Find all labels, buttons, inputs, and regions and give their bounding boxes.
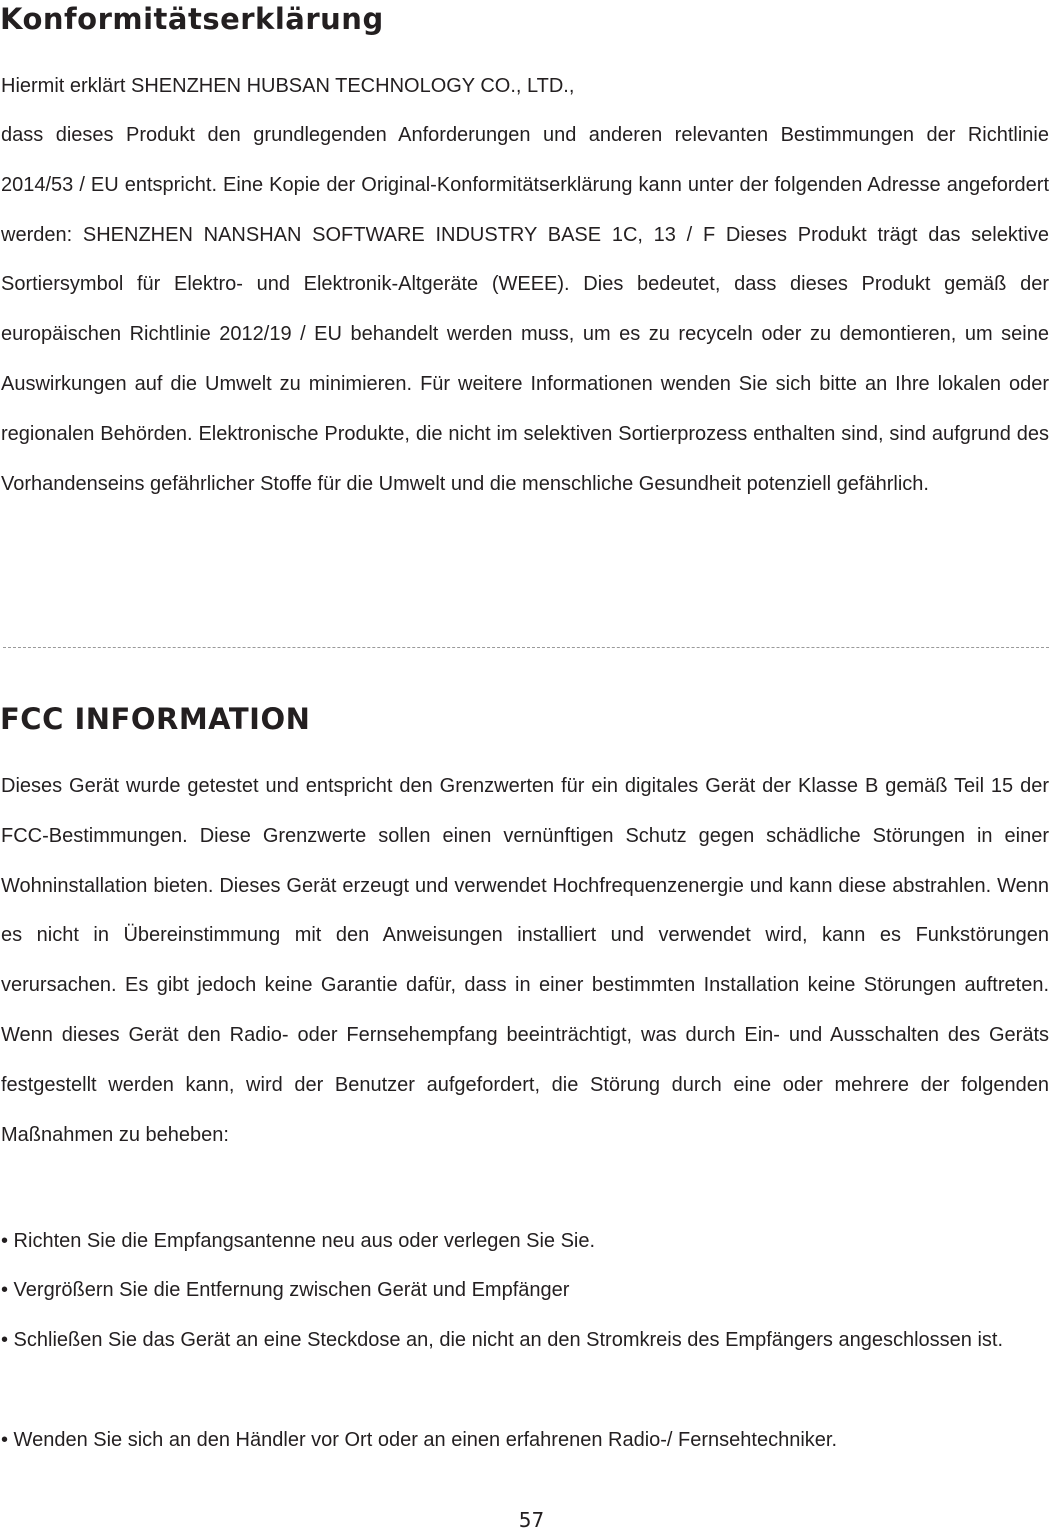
- conformity-intro: Hiermit erklärt SHENZHEN HUBSAN TECHNOLOGY CO., LTD.,: [1, 75, 575, 97]
- conformity-body: dass dieses Produkt den grundlegenden Anforderungen und anderen relevanten Bestimmungen der Richtlinie 2014/53 / EU entspricht. Eine Kopie der Original-Konformitätserklärung kann unter der folgenden Adresse angefordert werden: SHENZHEN NANSHAN SOFTWARE INDUSTRY BASE 1C, 13 / F Dieses Produkt trägt das selektive Sortiersymbol für Elektro- und Elektronik-Altgeräte (WEEE). Dies bedeutet, dass dieses Produkt gemäß der europäischen Richtlinie 2012/19 / EU behandelt werden muss, um es zu recyceln oder zu demontieren, um seine Auswirkungen auf die Umwelt zu minimieren. Für weitere Informationen wenden Sie sich bitte an Ihre lokalen oder regionalen Behörden. Elektronische Produkte, die nicht im selektiven Sortierprozess enthalten sind, sind aufgrund des Vorhandenseins gefährlicher Stoffe für die Umwelt und die menschliche Gesundheit potenziell gefährlich.: [1, 124, 1049, 495]
- conformity-title: Konformitätserklärung: [0, 2, 384, 36]
- fcc-bullet-dealer: • Wenden Sie sich an den Händler vor Ort oder an einen erfahrenen Radio-/ Fernsehtechniker.: [1, 1429, 838, 1451]
- fcc-title: FCC INFORMATION: [0, 702, 311, 736]
- section-divider: [3, 647, 1049, 648]
- fcc-body: Dieses Gerät wurde getestet und entspricht den Grenzwerten für ein digitales Gerät der Klasse B gemäß Teil 15 der FCC-Bestimmungen. Diese Grenzwerte sollen einen vernünftigen Schutz gegen schädliche Störungen in einer Wohninstallation bieten. Dieses Gerät erzeugt und verwendet Hochfrequenzenergie und kann diese abstrahlen. Wenn es nicht in Übereinstimmung mit den Anweisungen installiert und verwendet wird, kann es Funkstörungen verursachen. Es gibt jedoch keine Garantie dafür, dass in einer bestimmten Installation keine Störungen auftreten. Wenn dieses Gerät den Radio- oder Fernsehempfang beeinträchtigt, was durch Ein- und Ausschalten des Geräts festgestellt werden kann, wird der Benutzer aufgefordert, die Störung durch eine oder mehrere der folgenden Maßnahmen zu beheben:: [1, 775, 1049, 1146]
- fcc-bullet-distance: • Vergrößern Sie die Entfernung zwischen Gerät und Empfänger: [1, 1279, 570, 1301]
- page-number: 57: [518, 1508, 545, 1532]
- fcc-bullet-outlet: • Schließen Sie das Gerät an eine Steckdose an, die nicht an den Stromkreis des Empfängers angeschlossen ist.: [1, 1329, 1004, 1351]
- fcc-bullet-antenna: • Richten Sie die Empfangsantenne neu aus oder verlegen Sie Sie.: [1, 1230, 596, 1252]
